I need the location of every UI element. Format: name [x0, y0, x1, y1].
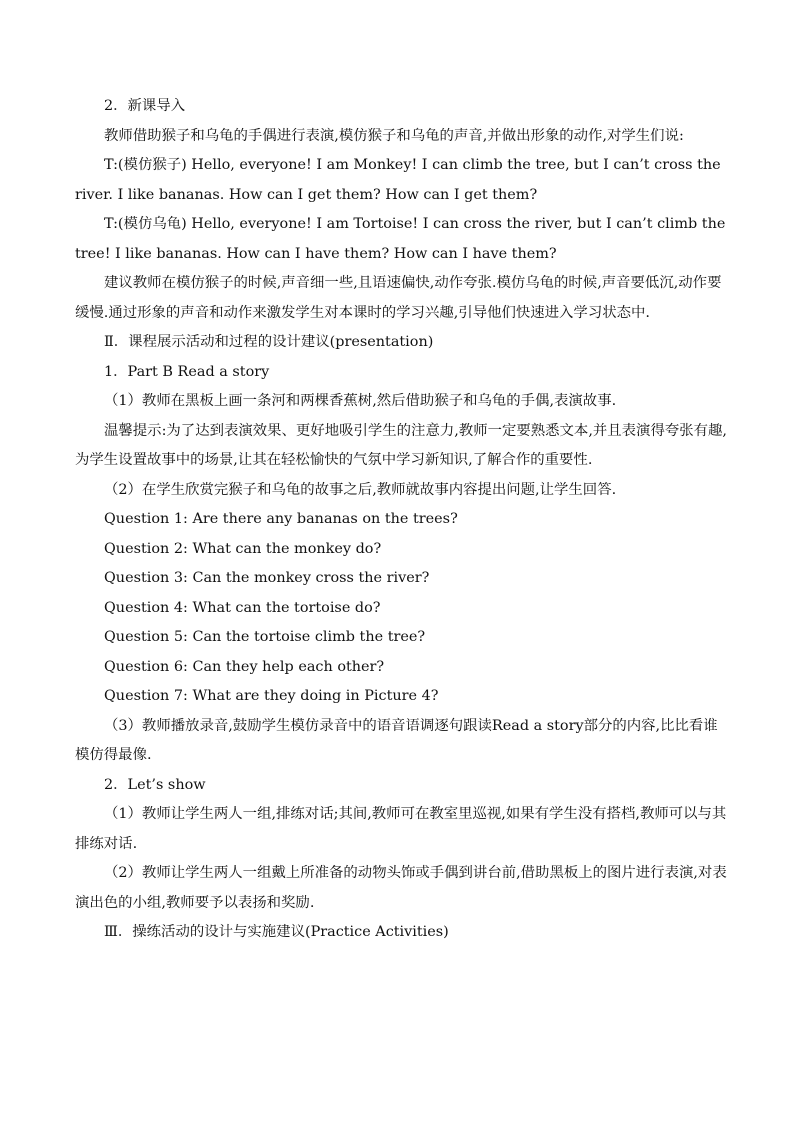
paragraph-step-3: （3）教师播放录音,鼓励学生模仿录音中的语音语调逐句跟读Read a story部分的内容,比比看谁模仿得最像.: [75, 717, 718, 763]
question-2: Question 2: What can the monkey do?: [104, 540, 382, 557]
paragraph-show-1: （1）教师让学生两人一组,排练对话;其间,教师可在教室里巡视,如果有学生没有搭档,教师可以与其排练对话.: [75, 806, 727, 852]
question-1: Question 1: Are there any bananas on the trees?: [104, 511, 458, 527]
question-3: Question 3: Can the monkey cross the river?: [104, 570, 430, 586]
section-heading-practice: Ⅲ．操练活动的设计与实施建议(Practice Activities): [104, 924, 449, 940]
paragraph-tip: 温馨提示:为了达到表演效果、更好地吸引学生的注意力,教师一定要熟悉文本,并且表演得夸张有趣,为学生设置故事中的场景,让其在轻松愉快的气氛中学习新知识,了解合作的重要性.: [75, 422, 727, 468]
question-4: Question 4: What can the tortoise do?: [104, 599, 381, 616]
question-5: Question 5: Can the tortoise climb the tree?: [104, 629, 426, 645]
section-heading-presentation: Ⅱ．课程展示活动和过程的设计建议(presentation): [104, 334, 434, 350]
paragraph-step-1: （1）教师在黑板上画一条河和两棵香蕉树,然后借助猴子和乌龟的手偶,表演故事.: [104, 393, 617, 409]
paragraph-monkey-dialogue: T:(模仿猴子) Hello, everyone! I am Monkey! I can climb the tree, but I can’t cross the river. I like bananas. How can I get them? How can I get them?: [75, 157, 721, 203]
paragraph-suggestion: 建议教师在模仿猴子的时候,声音细一些,且语速偏快,动作夸张.模仿乌龟的时候,声音要低沉,动作要缓慢.通过形象的声音和动作来激发学生对本课时的学习兴趣,引导他们快速进入学习状态中.: [75, 275, 722, 321]
paragraph-tortoise-dialogue: T:(模仿乌龟) Hello, everyone! I am Tortoise! I can cross the river, but I can’t climb the tree! I like bananas. How can I have them? How can I have them?: [75, 216, 726, 262]
paragraph-intro: 教师借助猴子和乌龟的手偶进行表演,模仿猴子和乌龟的声音,并做出形象的动作,对学生们说:: [104, 127, 684, 144]
section-heading-new-lesson: 2．新课导入: [104, 98, 186, 114]
paragraph-show-2: （2）教师让学生两人一组戴上所准备的动物头饰或手偶到讲台前,借助黑板上的图片进行表演,对表演出色的小组,教师要予以表扬和奖励.: [75, 865, 727, 911]
document-page: [75, 92, 727, 948]
question-7: Question 7: What are they doing in Picture 4?: [104, 688, 439, 704]
subheading-read-a-story: 1．Part B Read a story: [104, 363, 270, 380]
paragraph-step-2: （2）在学生欣赏完猴子和乌龟的故事之后,教师就故事内容提出问题,让学生回答.: [104, 481, 617, 498]
subheading-lets-show: 2．Let’s show: [104, 776, 206, 793]
question-6: Question 6: Can they help each other?: [104, 658, 385, 675]
